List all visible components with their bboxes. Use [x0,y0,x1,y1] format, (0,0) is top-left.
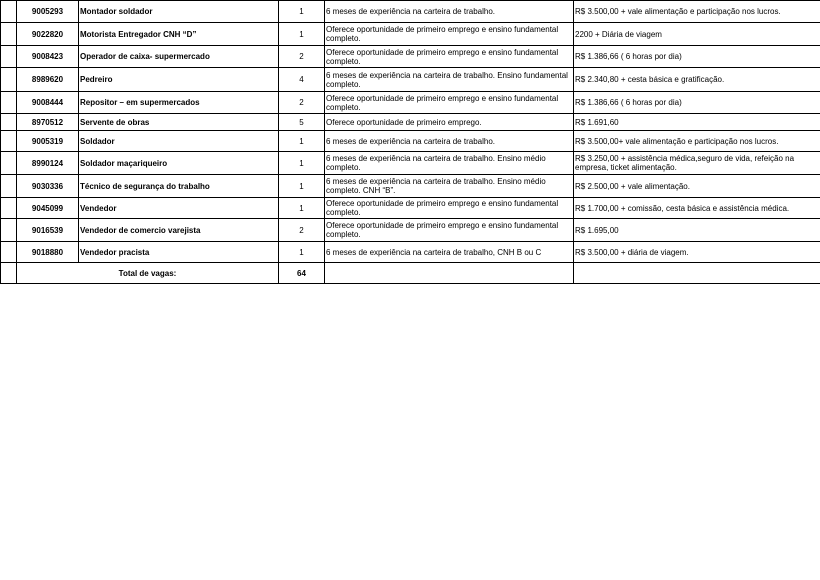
job-title: Operador de caixa- supermercado [79,46,279,68]
job-quantity: 1 [279,1,325,23]
job-salary: R$ 3.250,00 + assistência médica,seguro de vida, refeição na empresa, ticket alimentação. [574,152,820,175]
row-margin-cell [1,92,17,114]
job-code: 9022820 [17,23,79,46]
job-title: Montador soldador [79,1,279,23]
job-requirements: Oferece oportunidade de primeiro emprego e ensino fundamental completo. [325,46,574,68]
job-salary: R$ 2.340,80 + cesta básica e gratificação. [574,68,820,92]
job-salary: R$ 3.500,00 + diária de viagem. [574,242,820,263]
job-code: 9005319 [17,131,79,152]
job-code: 8989620 [17,68,79,92]
job-code: 9005293 [17,1,79,23]
job-salary: R$ 3.500,00 + vale alimentação e participação nos lucros. [574,1,820,23]
job-title: Vendedor [79,198,279,219]
total-empty-requirements [325,263,574,284]
job-code: 8990124 [17,152,79,175]
job-requirements: 6 meses de experiência na carteira de trabalho. Ensino médio completo. CNH “B”. [325,175,574,198]
job-requirements: 6 meses de experiência na carteira de trabalho. [325,131,574,152]
job-requirements: Oferece oportunidade de primeiro emprego e ensino fundamental completo. [325,23,574,46]
job-quantity: 1 [279,131,325,152]
row-margin-cell [1,219,17,242]
job-requirements: Oferece oportunidade de primeiro emprego e ensino fundamental completo. [325,92,574,114]
row-margin-cell [1,114,17,131]
job-code: 9008423 [17,46,79,68]
table-row [1,92,820,114]
job-requirements: 6 meses de experiência na carteira de trabalho. Ensino médio completo. [325,152,574,175]
job-salary: 2200 + Diária de viagem [574,23,820,46]
table-row [1,23,820,46]
table-row [1,114,820,131]
job-quantity: 1 [279,198,325,219]
job-title: Soldador maçariqueiro [79,152,279,175]
job-title: Soldador [79,131,279,152]
job-requirements: Oferece oportunidade de primeiro emprego e ensino fundamental completo. [325,198,574,219]
table-row [1,198,820,219]
job-code: 8970512 [17,114,79,131]
table-row [1,46,820,68]
job-code: 9008444 [17,92,79,114]
job-quantity: 2 [279,219,325,242]
row-margin-cell [1,175,17,198]
job-quantity: 1 [279,242,325,263]
table-body [1,1,820,263]
job-title: Motorista Entregador CNH “D” [79,23,279,46]
job-requirements: 6 meses de experiência na carteira de trabalho. Ensino fundamental completo. [325,68,574,92]
job-quantity: 1 [279,175,325,198]
job-requirements: 6 meses de experiência na carteira de trabalho. [325,1,574,23]
job-title: Técnico de segurança do trabalho [79,175,279,198]
row-margin-cell [1,1,17,23]
job-code: 9045099 [17,198,79,219]
total-label: Total de vagas: [17,263,279,284]
table-row [1,131,820,152]
table-row [1,175,820,198]
job-salary: R$ 1.695,00 [574,219,820,242]
job-title: Vendedor de comercio varejista [79,219,279,242]
job-salary: R$ 1.386,66 ( 6 horas por dia) [574,92,820,114]
table-row [1,1,820,23]
row-margin-cell [1,131,17,152]
job-requirements: Oferece oportunidade de primeiro emprego e ensino fundamental completo. [325,219,574,242]
job-vacancies-table [0,0,820,284]
job-salary: R$ 1.386,66 ( 6 horas por dia) [574,46,820,68]
total-row [1,263,820,284]
job-requirements: 6 meses de experiência na carteira de trabalho, CNH B ou C [325,242,574,263]
job-salary: R$ 1.700,00 + comissão, cesta básica e assistência médica. [574,198,820,219]
row-margin-cell [1,263,17,284]
job-quantity: 2 [279,92,325,114]
job-quantity: 5 [279,114,325,131]
job-quantity: 2 [279,46,325,68]
row-margin-cell [1,68,17,92]
table-row [1,152,820,175]
row-margin-cell [1,46,17,68]
total-value: 64 [279,263,325,284]
table-row [1,68,820,92]
job-quantity: 1 [279,23,325,46]
job-title: Pedreiro [79,68,279,92]
row-margin-cell [1,198,17,219]
job-requirements: Oferece oportunidade de primeiro emprego. [325,114,574,131]
table-row [1,219,820,242]
table-row [1,242,820,263]
job-salary: R$ 3.500,00+ vale alimentação e participação nos lucros. [574,131,820,152]
job-quantity: 1 [279,152,325,175]
job-code: 9016539 [17,219,79,242]
job-title: Vendedor pracista [79,242,279,263]
job-quantity: 4 [279,68,325,92]
row-margin-cell [1,23,17,46]
row-margin-cell [1,242,17,263]
job-title: Servente de obras [79,114,279,131]
row-margin-cell [1,152,17,175]
job-code: 9030336 [17,175,79,198]
job-code: 9018880 [17,242,79,263]
job-salary: R$ 1.691,60 [574,114,820,131]
job-salary: R$ 2.500,00 + vale alimentação. [574,175,820,198]
total-empty-salary [574,263,820,284]
job-title: Repositor – em supermercados [79,92,279,114]
